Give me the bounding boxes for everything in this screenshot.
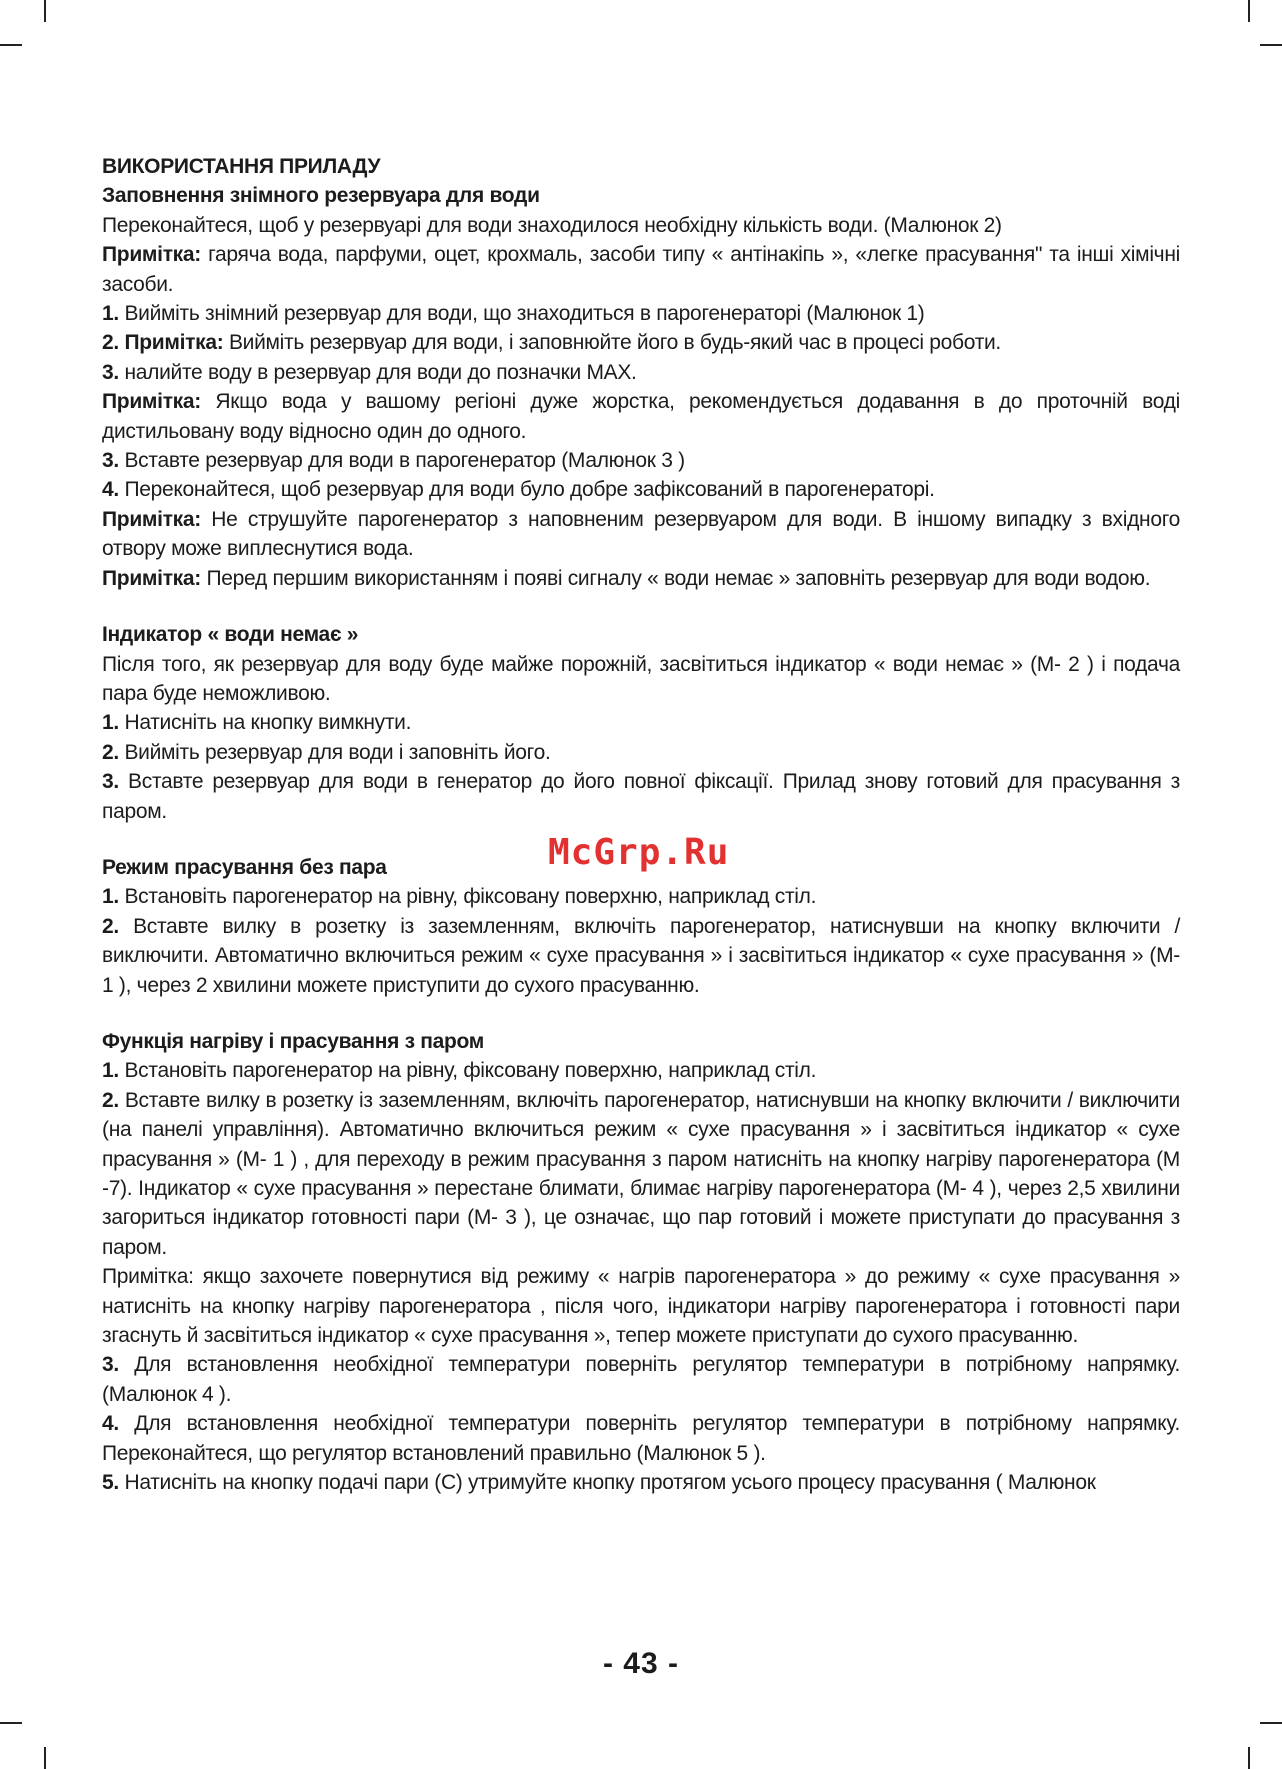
- item-text: Вийміть резервуар для води, і заповнюйте його в будь-який час в процесі роботи.: [223, 331, 1001, 355]
- crop-mark-bottom-right-v: [1248, 1747, 1250, 1769]
- item-number: 3.: [102, 360, 119, 384]
- item-text: Вставте резервуар для води в генератор до його повної фіксації. Прилад знову готовий для прасування з паром.: [102, 770, 1180, 823]
- item-text: Вийміть резервуар для води і заповніть його.: [118, 740, 551, 764]
- list-item: [102, 1350, 1180, 1409]
- item-text: Встановіть парогенератор на рівну, фіксовану поверхню, наприклад стіл.: [118, 1059, 817, 1083]
- item-number: 1.: [102, 302, 119, 326]
- crop-mark-top-right-v: [1248, 0, 1250, 22]
- item-text: Вставте вилку в розетку із заземленням, включіть парогенератор, натиснувши на кнопку включити / виключити (на панелі управління). Автоматично включиться режим « сухе прасування » і засвітиться індикатор « сухе прасування » (М- 1 ) , для переходу в режим прасування з паром натисніть на кнопку нагріву парогенератора (М -7). Індикатор « сухе прасування » перестане блимати, блимає нагріву парогенератора (М- 4 ), через 2,5 хвилини загориться індикатор готовності пари (М- 3 ), це означає, що пар готовий і можете приступати до прасування з паром.: [102, 1088, 1180, 1259]
- item-number: 3.: [102, 449, 119, 473]
- list-item: [102, 738, 1180, 767]
- item-number: 1.: [102, 1059, 119, 1083]
- list-item: [102, 475, 1180, 504]
- section-heading-dry-ironing: Режим прасування без пара: [102, 855, 387, 879]
- item-text: Переконайтеся, щоб резервуар для води було добре зафіксований в парогенераторі.: [118, 478, 935, 502]
- item-number: 4.: [102, 1412, 119, 1436]
- item-number: 2.: [102, 1088, 119, 1112]
- paragraph: [102, 211, 1180, 240]
- note: [102, 1262, 1180, 1350]
- section-heading-no-water: Індикатор « води немає »: [102, 623, 359, 647]
- crop-mark-bottom-left-v: [44, 1747, 46, 1769]
- paragraph-text: Переконайтеся, щоб у резервуарі для води знаходилося необхідну кількість води. (Малюнок 2): [102, 213, 1002, 237]
- item-text: Встановіть парогенератор на рівну, фіксовану поверхню, наприклад стіл.: [118, 885, 817, 909]
- item-text: Для встановлення необхідної температури поверніть регулятор температури в потрібному напрямку. (Малюнок 4 ).: [102, 1353, 1180, 1406]
- list-item: [102, 299, 1180, 328]
- page-number: - 43 -: [602, 1647, 680, 1680]
- note: [102, 387, 1180, 446]
- list-item: [102, 1468, 1180, 1497]
- section-gap: [102, 1000, 1180, 1027]
- list-item: [102, 1086, 1180, 1262]
- item-text: налийте воду в резервуар для води до позначки MAX.: [118, 360, 637, 384]
- crop-mark-bottom-right-h: [1260, 1722, 1282, 1724]
- note: [102, 564, 1180, 593]
- note-text: Примітка: якщо захочете повернутися від режиму « нагрів парогенератора » до режиму « сухе прасування » натисніть на кнопку нагріву парогенератора , після чого, індикатори нагріву парогенератора і готовності пари згаснуть й засвітиться індикатор « сухе прасування », тепер можете приступати до сухого прасуванню.: [102, 1265, 1180, 1348]
- item-text: Вставте резервуар для води в парогенератор (Малюнок 3 ): [118, 449, 685, 473]
- note-text: гаряча вода, парфуми, оцет, крохмаль, засоби типу « антінакіпь », «легке прасування" та інші хімічні засоби.: [102, 243, 1180, 296]
- page-title: ВИКОРИСТАННЯ ПРИЛАДУ: [102, 155, 381, 178]
- note: [102, 505, 1180, 564]
- item-number: 5.: [102, 1471, 119, 1495]
- list-item: [102, 446, 1180, 475]
- note-text: Не струшуйте парогенератор з наповненим резервуаром для води. В іншому випадку з вхідного отвору може виплеснутися вода.: [102, 507, 1180, 561]
- item-text: Вставте вилку в розетку із заземленням, включіть парогенератор, натиснувши на кнопку включити / виключити. Автоматично включиться режим « сухе прасування » і засвітиться індикатор « сухе прасування » (М- 1 ), через 2 хвилини можете приступити до сухого прасуванню.: [102, 914, 1180, 997]
- note-text: Перед першим використанням і появі сигналу « води немає » заповніть резервуар для води водою.: [200, 566, 1151, 590]
- item-text: Для встановлення необхідної температури поверніть регулятор температури в потрібному напрямку. Переконайтеся, що регулятор встановлений правильно (Малюнок 5 ).: [102, 1412, 1180, 1465]
- section-heading-steam-ironing: Функція нагріву і прасування з паром: [102, 1029, 485, 1053]
- note: [102, 240, 1180, 299]
- item-text: Натисніть на кнопку вимкнути.: [118, 711, 412, 735]
- item-number: 1.: [102, 885, 119, 909]
- paragraph-text: Після того, як резервуар для воду буде майже порожній, засвітиться індикатор « води немає » (М- 2 ) і подача пара буде неможливою.: [102, 652, 1180, 705]
- note-label: Примітка:: [102, 507, 201, 531]
- list-item: [102, 328, 1180, 357]
- paragraph: [102, 650, 1180, 709]
- list-item: [102, 1409, 1180, 1468]
- note-label: Примітка:: [102, 243, 201, 267]
- section-gap: [102, 593, 1180, 620]
- item-number: 4.: [102, 478, 119, 502]
- document-body: [102, 152, 1180, 1497]
- list-item: [102, 767, 1180, 826]
- item-number: 3.: [102, 770, 119, 794]
- watermark: McGrp.Ru: [548, 832, 730, 873]
- section-heading-fill-tank: Заповнення знімного резервуара для води: [102, 184, 540, 208]
- item-number: 2.: [102, 914, 119, 938]
- list-item: [102, 882, 1180, 911]
- list-item: [102, 708, 1180, 737]
- crop-mark-top-left-v: [44, 0, 46, 22]
- crop-mark-top-right-h: [1260, 44, 1282, 46]
- item-number: 2.: [102, 740, 119, 764]
- list-item: [102, 1056, 1180, 1085]
- note-label: Примітка:: [102, 390, 201, 414]
- list-item: [102, 358, 1180, 387]
- crop-mark-top-left-h: [0, 44, 22, 46]
- note-text: Якщо вода у вашому регіоні дуже жорстка, рекомендується додавання в до проточній воді дистильовану воду відносно один до одного.: [102, 390, 1180, 443]
- crop-mark-bottom-left-h: [0, 1722, 22, 1724]
- item-number: 2. Примітка:: [102, 331, 224, 355]
- item-text: Вийміть знімний резервуар для води, що знаходиться в парогенераторі (Малюнок 1): [118, 302, 925, 326]
- note-label: Примітка:: [102, 566, 201, 590]
- item-number: 3.: [102, 1353, 119, 1377]
- list-item: [102, 912, 1180, 1000]
- item-text: Натисніть на кнопку подачі пари (С) утримуйте кнопку протягом усього процесу прасування ( Малюнок: [118, 1471, 1096, 1495]
- item-number: 1.: [102, 711, 119, 735]
